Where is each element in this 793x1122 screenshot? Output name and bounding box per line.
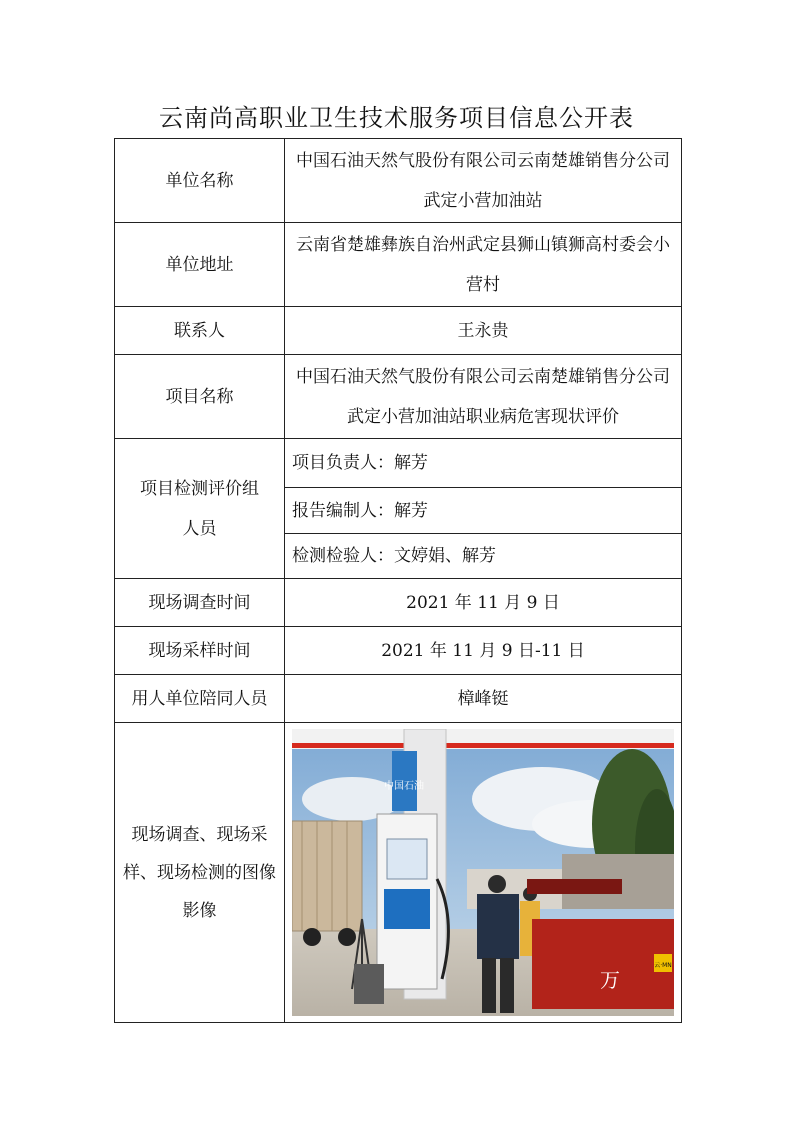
team-writer-value: 报告编制人：解芳 xyxy=(285,488,682,534)
sampling-time-label: 现场采样时间 xyxy=(115,627,285,675)
tricycle-brand: 万 xyxy=(600,968,620,992)
dispenser-panel xyxy=(384,889,430,929)
team-leader-value: 项目负责人：解芳 xyxy=(285,439,682,488)
team-label: 项目检测评价组人员 xyxy=(115,439,285,579)
info-table xyxy=(114,138,682,1023)
person-leg xyxy=(482,958,496,1013)
person-jacket xyxy=(477,894,519,959)
truck-plate: 云·MN xyxy=(654,962,672,969)
survey-time-value: 2021 年 11 月 9 日 xyxy=(285,579,682,627)
canopy-stripe xyxy=(292,743,674,748)
person-leg xyxy=(500,958,514,1013)
row-unit-address xyxy=(115,223,682,307)
row-project-name xyxy=(115,355,682,439)
images-cell xyxy=(285,723,682,1023)
truck-wheel xyxy=(338,928,356,946)
truck-wheel xyxy=(303,928,321,946)
accompany-value: 樟峰铤 xyxy=(285,675,682,723)
images-label: 现场调查、现场采样、现场检测的图像影像 xyxy=(115,723,285,1023)
sampling-device xyxy=(354,964,384,1004)
contact-value: 王永贵 xyxy=(285,307,682,355)
row-accompany xyxy=(115,675,682,723)
team-inspector-value: 检测检验人：文婷娟、解芳 xyxy=(285,534,682,579)
tricycle-roof xyxy=(527,879,622,894)
sampling-time-value: 2021 年 11 月 9 日-11 日 xyxy=(285,627,682,675)
person-head xyxy=(488,875,506,893)
row-contact xyxy=(115,307,682,355)
canopy-sign-text: 中国石油 xyxy=(384,781,424,792)
row-sampling-time xyxy=(115,627,682,675)
document-title: 云南尚高职业卫生技术服务项目信息公开表 xyxy=(159,104,634,132)
row-team-leader xyxy=(115,439,682,488)
accompany-label: 用人单位陪同人员 xyxy=(115,675,285,723)
row-images xyxy=(115,723,682,1023)
unit-address-label: 单位地址 xyxy=(115,223,285,307)
tricycle-body xyxy=(532,919,674,1009)
survey-time-label: 现场调查时间 xyxy=(115,579,285,627)
contact-label: 联系人 xyxy=(115,307,285,355)
row-unit-name xyxy=(115,139,682,223)
unit-name-value: 中国石油天然气股份有限公司云南楚雄销售分公司武定小营加油站 xyxy=(285,139,682,223)
project-name-label: 项目名称 xyxy=(115,355,285,439)
site-photo xyxy=(292,729,674,1016)
dispenser-display xyxy=(387,839,427,879)
unit-name-label: 单位名称 xyxy=(115,139,285,223)
project-name-value: 中国石油天然气股份有限公司云南楚雄销售分公司武定小营加油站职业病危害现状评价 xyxy=(285,355,682,439)
unit-address-value: 云南省楚雄彝族自治州武定县狮山镇狮高村委会小营村 xyxy=(285,223,682,307)
row-survey-time xyxy=(115,579,682,627)
